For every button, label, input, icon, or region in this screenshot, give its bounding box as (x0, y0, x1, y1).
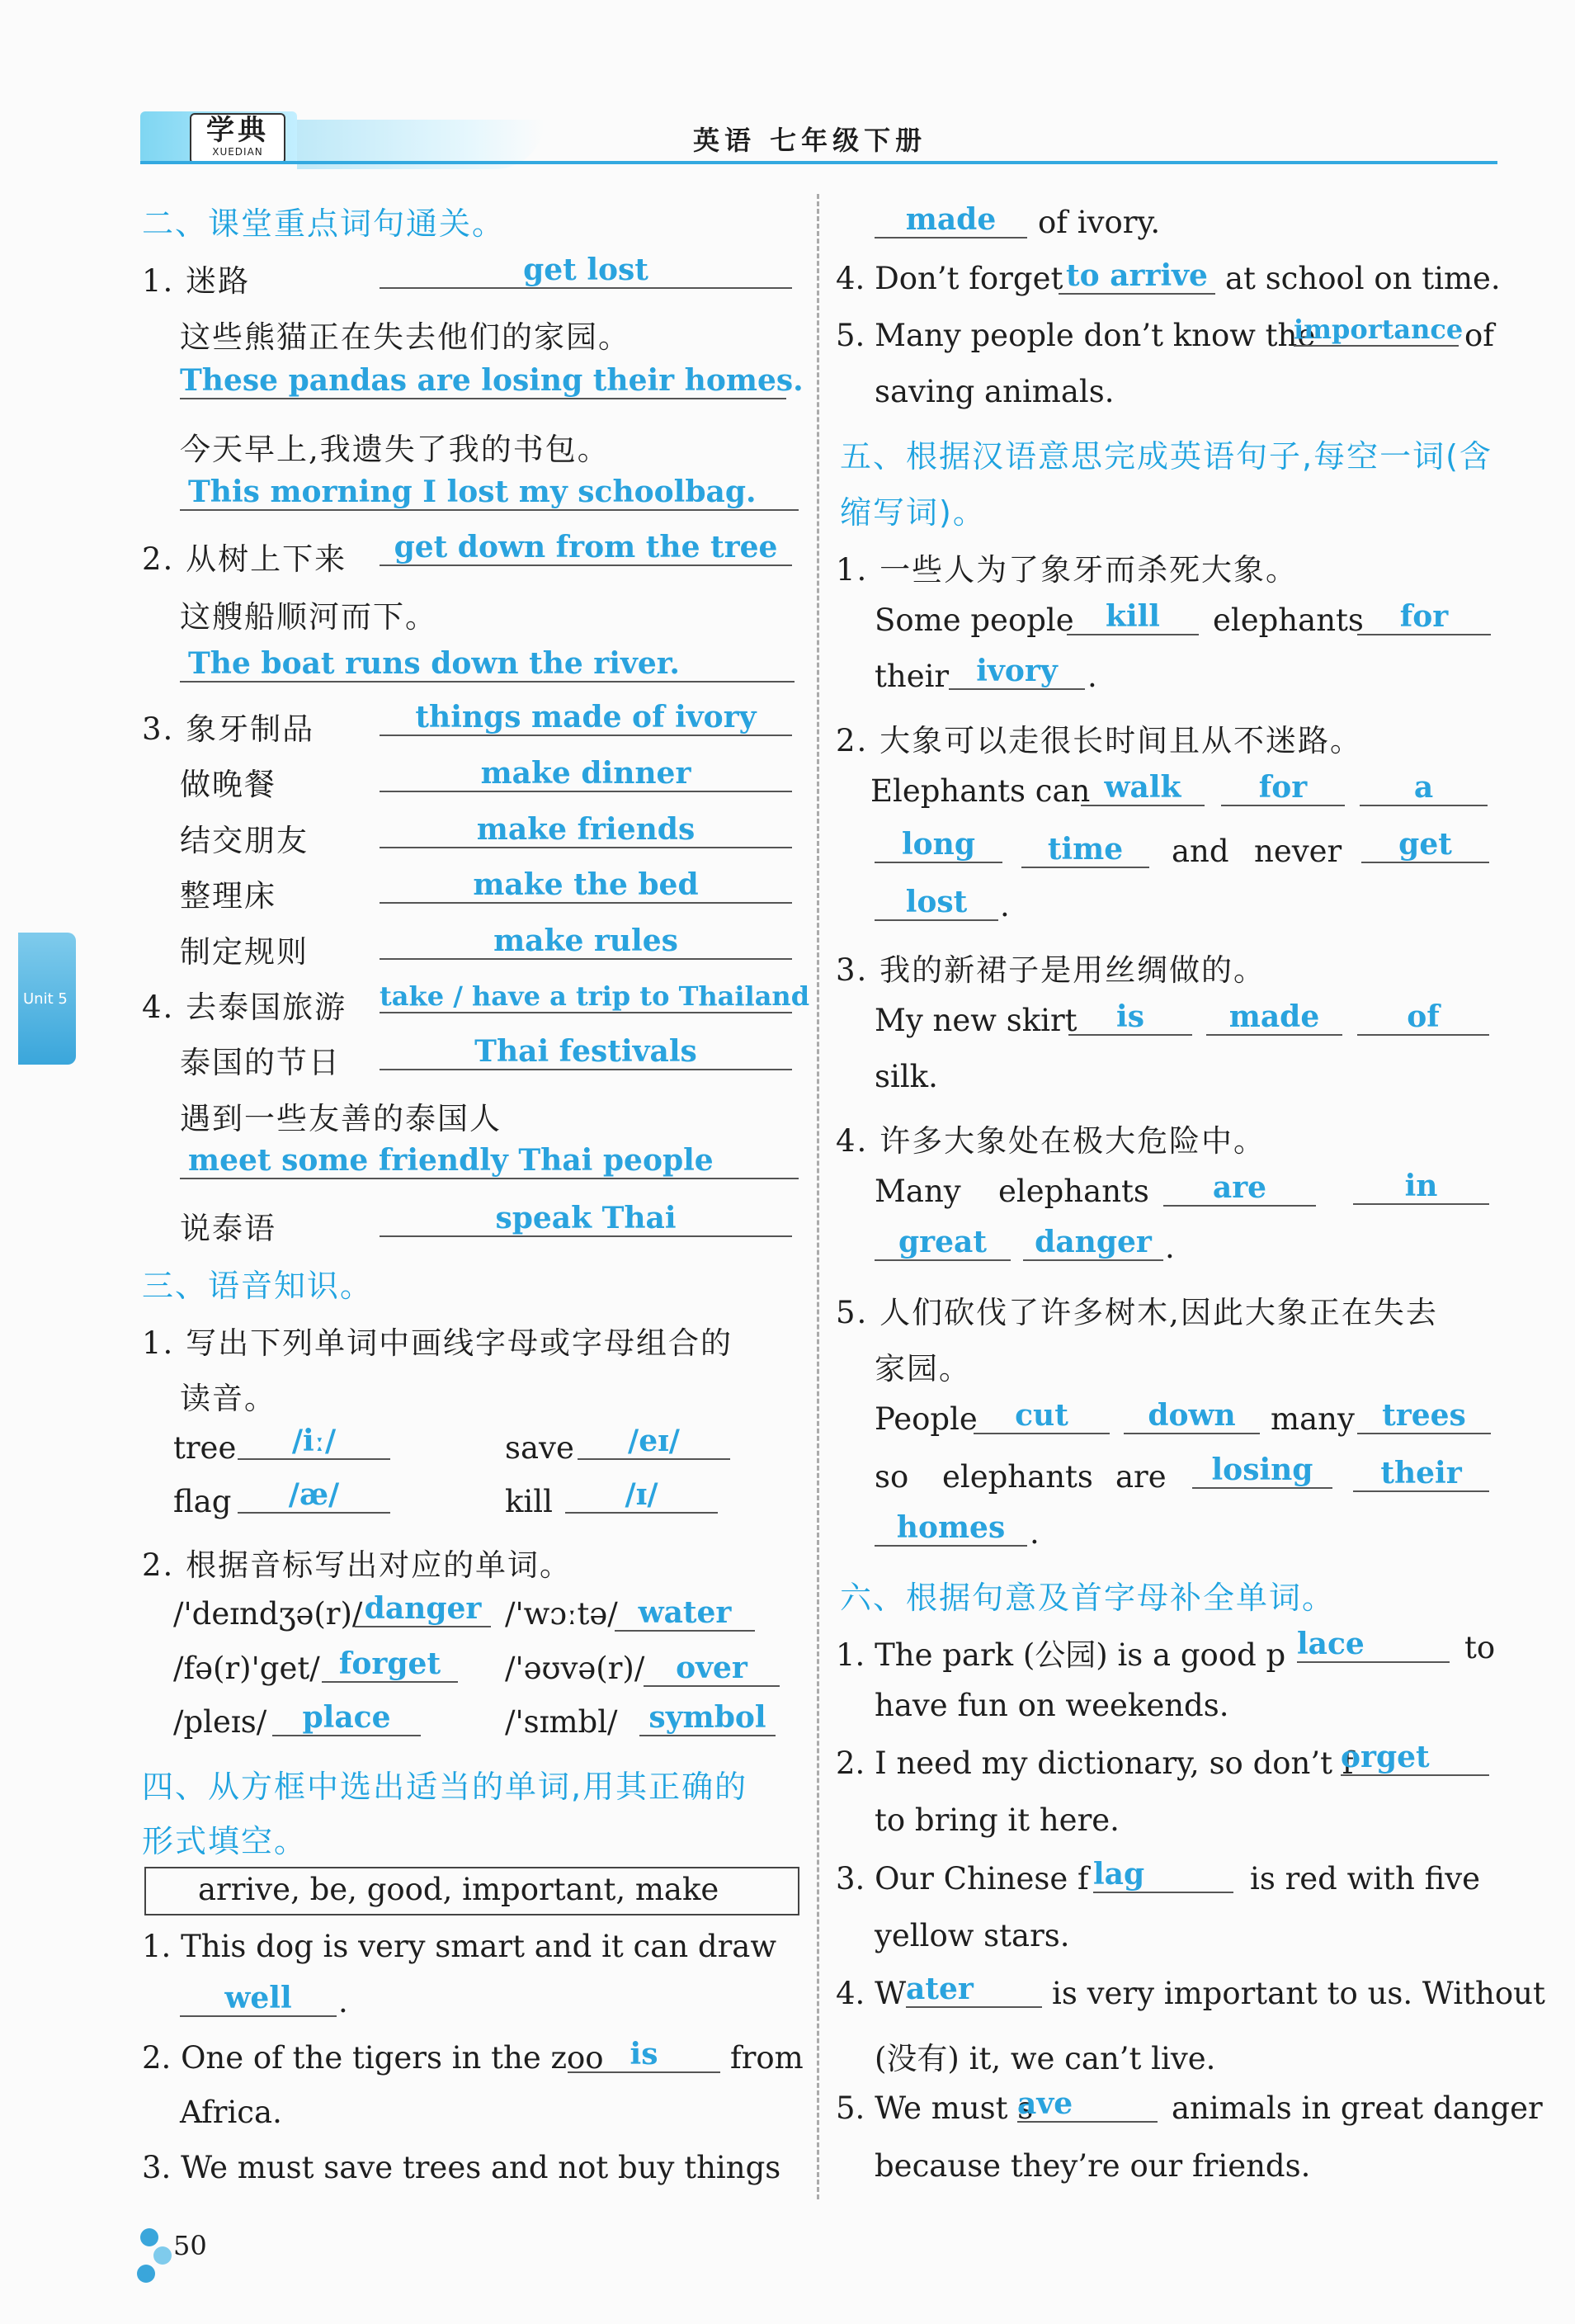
answer-blank: place (272, 1700, 421, 1736)
question: 5. 人们砍伐了许多树木,因此大象正在失去 (836, 1295, 1438, 1330)
answer-blank: speak Thai (380, 1201, 792, 1237)
header-rule (140, 161, 1497, 164)
vocab-item: 制定规则 (180, 934, 309, 970)
question: 2. 大象可以走很长时间且从不迷路。 (836, 723, 1363, 758)
question-text: animals in great danger (1172, 2090, 1543, 2126)
phonetic: /'deɪndʒə(r)/ (173, 1596, 363, 1632)
question: 1. This dog is very smart and it can draw (142, 1929, 777, 1964)
logo (140, 111, 297, 164)
question-text: many (1271, 1401, 1355, 1437)
vocab-item: 遇到一些友善的泰国人 (180, 1101, 502, 1136)
question-text: People (875, 1401, 978, 1437)
logo-subtext: XUEDIAN (212, 146, 263, 158)
question-text: is very important to us. Without (1052, 1976, 1545, 2011)
question-text: of (1464, 318, 1494, 353)
answer-blank: make the bed (380, 867, 792, 904)
answer-blank: down (1124, 1398, 1260, 1434)
answer-blank: lace (1297, 1627, 1450, 1663)
punctuation: . (1087, 659, 1097, 694)
question-text: are (1115, 1459, 1167, 1495)
question-text: so (875, 1459, 909, 1495)
unit-side-tab (18, 933, 76, 1065)
answer-blank: made (1206, 999, 1342, 1036)
punctuation: . (1165, 1230, 1175, 1265)
answer-blank: make rules (380, 923, 792, 960)
question: 2. One of the tigers in the zoo (142, 2040, 604, 2076)
answer-blank: importance (1294, 314, 1464, 345)
section-4-title-cont: 形式填空。 (142, 1823, 308, 1859)
answer-blank: The boat runs down the river. (180, 646, 795, 683)
answer-blank: This morning I lost my schoolbag. (180, 475, 799, 511)
phonetic: /fə(r)'get/ (173, 1651, 320, 1686)
answer-blank: /eɪ/ (578, 1424, 730, 1460)
answer-blank: over (644, 1651, 780, 1687)
question-text: Elephants can (870, 773, 1091, 809)
answer-blank: are (1163, 1170, 1316, 1207)
question: 4. Don’t forget (836, 261, 1063, 296)
answer-blank: get down from the tree (380, 530, 792, 566)
vocab-item: 做晚餐 (180, 767, 276, 802)
question-text: My new skirt (875, 1003, 1078, 1038)
answer-blank: for (1357, 599, 1491, 635)
question-text: and (1172, 834, 1229, 869)
answer-blank: lost (875, 885, 998, 921)
answer-blank: ivory (949, 654, 1085, 690)
answer-blank: made (875, 202, 1027, 239)
answer-blank: /æ/ (238, 1477, 390, 1514)
book-title: 英语 七年级下册 (693, 125, 927, 156)
answer-blank: a (1360, 770, 1488, 806)
answer-blank: kill (1067, 599, 1199, 635)
answer-blank: meet some friendly Thai people (180, 1143, 799, 1179)
answer-blank: long (875, 827, 1002, 863)
word: save (505, 1430, 574, 1466)
section-5-title: 五、根据汉语意思完成英语句子,每空一词(含 (840, 438, 1492, 475)
logo-text: 学典 (206, 114, 269, 147)
phonetic: /pleɪs/ (173, 1704, 267, 1740)
question-text: because they’re our friends. (875, 2148, 1311, 2184)
answer-blank: orget (1341, 1740, 1489, 1776)
question-text: to (1464, 1630, 1496, 1665)
answer-blank: things made of ivory (380, 700, 792, 736)
answer-blank: make friends (380, 812, 792, 848)
answer-blank: ave (1017, 2086, 1158, 2123)
question: 4. W (836, 1976, 907, 2011)
answer-blank: symbol (639, 1700, 776, 1736)
question-text: at school on time. (1225, 261, 1501, 296)
section-4-title: 四、从方框中选出适当的单词,用其正确的 (142, 1769, 748, 1805)
column-divider (817, 194, 819, 2199)
answer-blank: Thai festivals (380, 1034, 792, 1070)
answer-blank: take / have a trip to Thailand (380, 980, 810, 1012)
phonetic: /'əʊvə(r)/ (505, 1651, 645, 1686)
vocab-item: 1. 迷路 (142, 263, 251, 299)
answer-blank: get lost (380, 253, 792, 289)
question: 3. Our Chinese f (836, 1861, 1089, 1897)
question: 3. 我的新裙子是用丝绸做的。 (836, 952, 1266, 988)
answer-blank: water (615, 1595, 755, 1632)
question-text: never (1254, 834, 1342, 869)
question-text: Some people (875, 602, 1074, 638)
answer-blank: forget (322, 1646, 458, 1683)
vocab-item: 泰国的节日 (180, 1045, 341, 1080)
answer-blank: losing (1192, 1452, 1332, 1489)
question-text: Many (875, 1174, 961, 1209)
question-text: elephants (998, 1174, 1149, 1209)
example-sentence: 这些熊猫正在失去他们的家园。 (180, 319, 630, 355)
question: 4. 许多大象处在极大危险中。 (836, 1123, 1266, 1159)
vocab-item: 整理床 (180, 878, 276, 914)
answer-blank: of (1357, 999, 1489, 1036)
example-sentence: 今天早上,我遗失了我的书包。 (180, 432, 610, 467)
page-number: 50 (173, 2230, 207, 2261)
answer-blank: These pandas are losing their homes. (180, 363, 804, 398)
question-text: (没有) it, we can’t live. (875, 2041, 1216, 2076)
word: kill (505, 1484, 553, 1519)
answer-blank: /ɪ/ (565, 1477, 718, 1514)
question-text: to bring it here. (875, 1802, 1120, 1838)
answer-blank: trees (1357, 1398, 1491, 1434)
answer-blank: danger (355, 1591, 491, 1627)
section-5-title-cont: 缩写词)。 (840, 494, 986, 531)
answer-blank: /iː/ (238, 1424, 390, 1460)
question-text: yellow stars. (875, 1918, 1070, 1953)
word-bank: arrive, be, good, important, make (198, 1872, 719, 1907)
question-text: saving animals. (875, 374, 1115, 409)
question-text: of ivory. (1038, 205, 1161, 240)
question-text: Africa. (180, 2095, 282, 2130)
answer-blank: to arrive (1059, 258, 1215, 295)
section-3-title: 三、语音知识。 (142, 1268, 374, 1304)
punctuation: . (1000, 888, 1010, 923)
page-header (140, 111, 1497, 169)
question: 1. 一些人为了象牙而杀死大象。 (836, 552, 1299, 588)
question-text: their (875, 659, 950, 694)
question-text: silk. (875, 1059, 938, 1094)
vocab-item: 结交朋友 (180, 823, 309, 858)
answer-blank: in (1353, 1169, 1489, 1205)
answer-blank: homes (875, 1510, 1027, 1547)
question-text: 家园。 (875, 1351, 971, 1386)
question: 1. 写出下列单词中画线字母或字母组合的 (142, 1325, 733, 1361)
question: 1. The park (公园) is a good p (836, 1637, 1286, 1673)
answer-blank: get (1361, 827, 1489, 863)
section-6-title: 六、根据句意及首字母补全单词。 (840, 1580, 1336, 1616)
question-text: elephants (942, 1459, 1093, 1495)
vocab-item: 2. 从树上下来 (142, 541, 347, 577)
phonetic: /'sɪmbl/ (505, 1704, 618, 1740)
answer-blank: is (568, 2037, 720, 2073)
answer-blank: is (1068, 999, 1192, 1036)
vocab-item: 4. 去泰国旅游 (142, 990, 347, 1025)
question-text: have fun on weekends. (875, 1688, 1229, 1723)
question: 5. Many people don’t know the (836, 318, 1316, 353)
question-text: from (730, 2040, 804, 2076)
punctuation: . (338, 1984, 348, 2019)
answer-blank: cut (974, 1398, 1110, 1434)
answer-blank: for (1221, 770, 1345, 806)
question-text: is red with five (1250, 1861, 1481, 1897)
section-2-title: 二、课堂重点词句通关。 (142, 205, 506, 242)
vocab-item: 3. 象牙制品 (142, 711, 315, 747)
unit-label: Unit 5 (23, 990, 68, 1008)
answer-blank: walk (1081, 770, 1205, 806)
question: 3. We must save trees and not buy things (142, 2150, 781, 2185)
word: flag (173, 1484, 232, 1519)
vocab-item: 说泰语 (180, 1211, 276, 1246)
punctuation: . (1030, 1515, 1040, 1551)
phonetic: /'wɔːtə/ (505, 1596, 618, 1632)
answer-blank: make dinner (380, 756, 792, 792)
answer-blank: great (875, 1225, 1011, 1261)
answer-blank: danger (1023, 1225, 1163, 1261)
answer-blank: lag (1093, 1857, 1233, 1893)
answer-blank: ater (906, 1972, 1042, 2008)
answer-blank: well (180, 1981, 337, 2017)
question: 5. We must s (836, 2090, 1034, 2126)
example-sentence: 这艘船顺河而下。 (180, 599, 437, 635)
answer-blank: time (1021, 832, 1149, 868)
question: 2. I need my dictionary, so don’t f (836, 1745, 1354, 1781)
word: tree (173, 1430, 237, 1466)
question: 2. 根据音标写出对应的单词。 (142, 1547, 573, 1583)
question-text: elephants (1213, 602, 1364, 638)
answer-blank: their (1353, 1456, 1489, 1492)
question: 读音。 (180, 1381, 276, 1416)
